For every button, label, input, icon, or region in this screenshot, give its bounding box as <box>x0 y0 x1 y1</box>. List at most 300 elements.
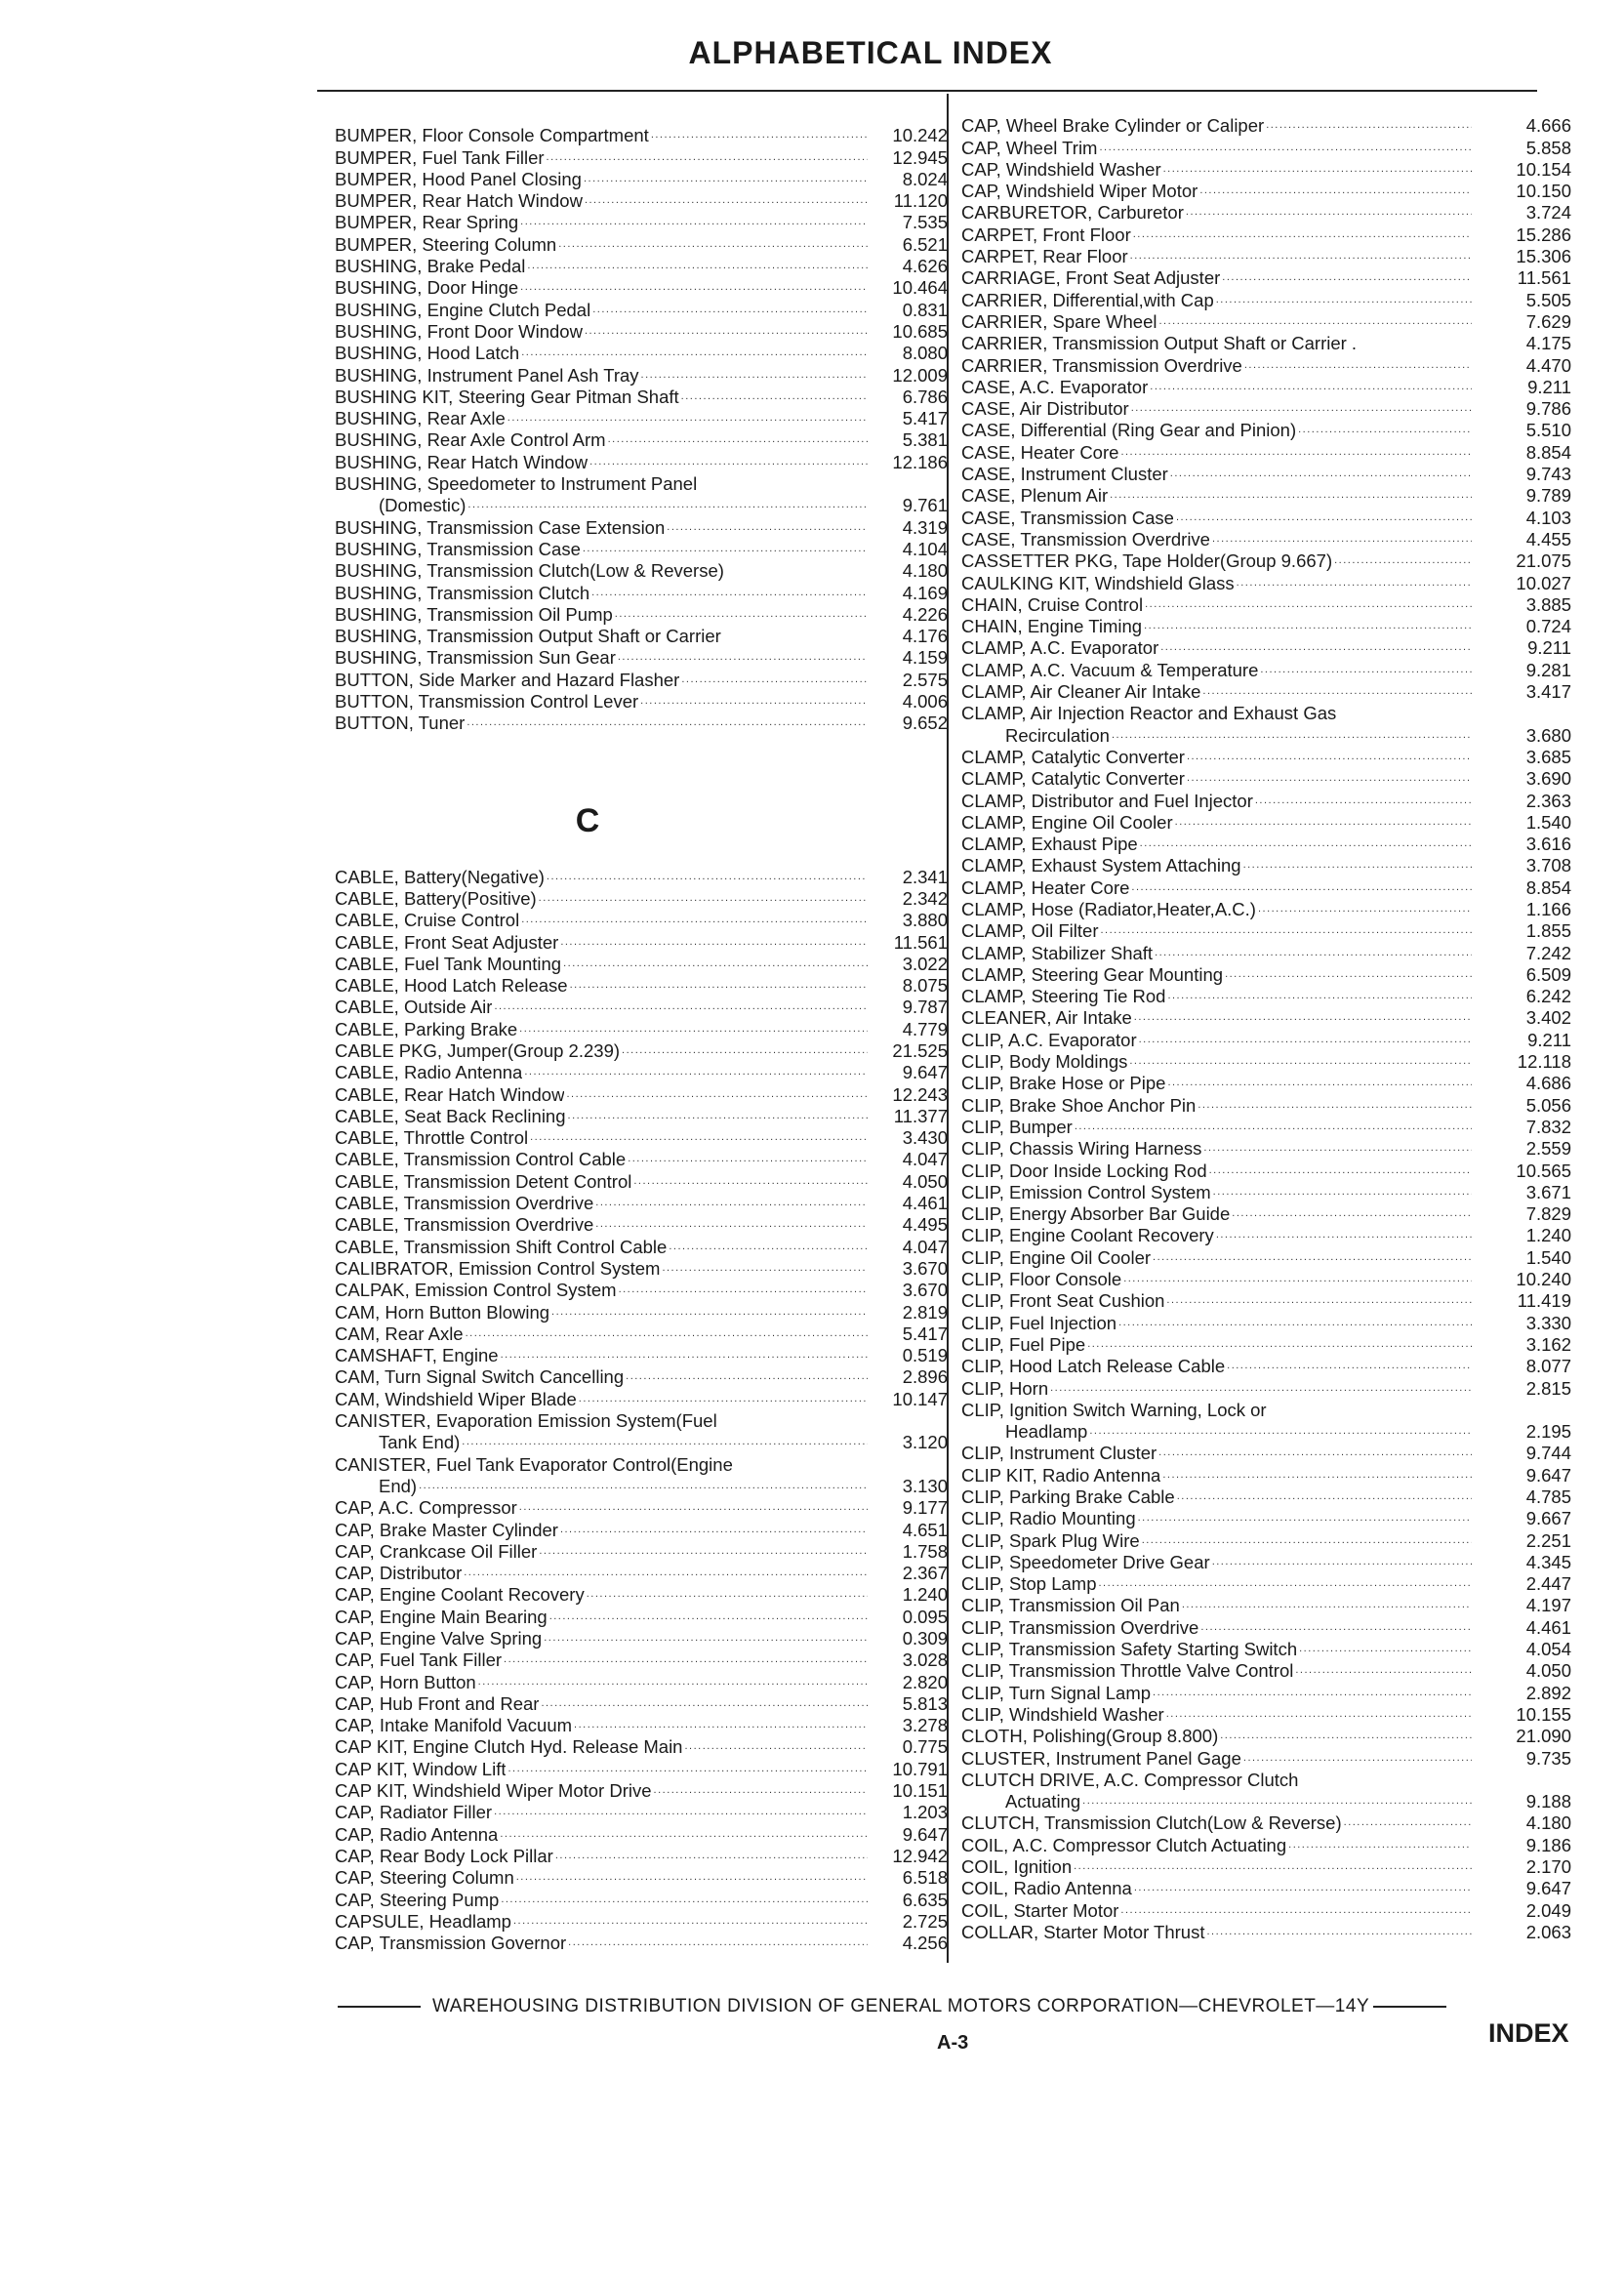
index-entry <box>335 910 948 931</box>
dot-leader <box>1167 986 1472 1007</box>
dot-leader <box>1134 1878 1472 1899</box>
entry-description: CLIP, Emission Control System <box>961 1181 1211 1202</box>
index-entry <box>335 1018 948 1039</box>
entry-page-ref: 1.203 <box>902 1802 948 1823</box>
entry-description: BUSHING, Transmission Clutch(Low & Reverse) <box>335 560 724 582</box>
entry-description: CASE, Plenum Air <box>961 485 1109 507</box>
entry-description: CLIP, Ignition Switch Warning, Lock or <box>961 1399 1267 1420</box>
entry-page-ref: 9.188 <box>1525 1791 1571 1812</box>
entry-page-ref: 7.242 <box>1525 942 1571 963</box>
index-entry <box>961 202 1571 224</box>
dot-leader <box>1082 1791 1472 1812</box>
entry-description: COIL, Ignition <box>961 1856 1073 1878</box>
entry-page-ref: 4.197 <box>1525 1595 1571 1616</box>
entry-page-ref: 12.243 <box>892 1083 948 1105</box>
dot-leader <box>619 1280 868 1301</box>
dot-leader <box>735 1454 868 1476</box>
dot-leader <box>1212 529 1472 550</box>
entry-description: CAP, Wheel Trim <box>961 137 1098 158</box>
entry-description: Actuating <box>1005 1791 1081 1812</box>
index-entry <box>961 920 1571 942</box>
entry-description: CLUTCH, Transmission Clutch(Low & Reverse) <box>961 1812 1342 1834</box>
entry-page-ref: 10.791 <box>892 1758 948 1779</box>
entry-page-ref: 9.786 <box>1525 398 1571 420</box>
dot-leader <box>726 560 868 582</box>
entry-description: CAP, Fuel Tank Filler <box>335 1649 503 1671</box>
section-spacer <box>335 734 948 776</box>
entry-description: CLIP, Transmission Safety Starting Switch <box>961 1639 1298 1660</box>
index-entry <box>961 1356 1571 1377</box>
entry-description: BUSHING, Front Door Window <box>335 320 583 342</box>
index-entry <box>335 429 948 451</box>
index-entry <box>335 1823 948 1845</box>
index-entry <box>335 1606 948 1627</box>
dot-leader <box>560 1520 868 1541</box>
entry-page-ref: 3.028 <box>902 1649 948 1671</box>
entry-description: CARRIER, Transmission Overdrive <box>961 354 1242 376</box>
index-entry <box>335 1628 948 1649</box>
index-entry <box>961 1529 1571 1551</box>
entry-page-ref: 10.565 <box>1516 1160 1571 1181</box>
dot-leader <box>566 1084 868 1106</box>
entry-description: CLIP, Energy Absorber Bar Guide <box>961 1203 1231 1225</box>
entry-page-ref: 2.896 <box>902 1366 948 1388</box>
entry-page-ref: 10.151 <box>892 1780 948 1802</box>
dot-leader <box>1087 1334 1472 1356</box>
entry-page-ref: 0.519 <box>902 1345 948 1366</box>
entry-page-ref: 6.242 <box>1525 986 1571 1007</box>
entry-page-ref: 5.510 <box>1525 420 1571 441</box>
index-entry <box>335 691 948 712</box>
entry-page-ref: 7.832 <box>1525 1116 1571 1137</box>
entry-description: CLIP, Radio Mounting <box>961 1508 1136 1529</box>
entry-page-ref: 11.120 <box>893 190 948 212</box>
entry-page-ref: 8.854 <box>1525 876 1571 898</box>
entry-page-ref: 7.535 <box>902 212 948 233</box>
dot-leader <box>501 1890 868 1911</box>
entry-description: CARRIER, Differential,with Cap <box>961 289 1214 310</box>
index-entry <box>961 441 1571 463</box>
dot-leader <box>1158 1443 1472 1464</box>
entry-description: CAM, Horn Button Blowing <box>335 1301 550 1323</box>
entry-description: CLIP, Speedometer Drive Gear <box>961 1551 1210 1572</box>
dot-leader <box>622 1040 868 1062</box>
index-entry <box>961 115 1571 137</box>
index-entry <box>961 137 1571 158</box>
dot-leader <box>1074 1856 1472 1878</box>
dot-leader <box>1199 181 1472 202</box>
entry-description: CABLE PKG, Jumper(Group 2.239) <box>335 1039 621 1061</box>
dot-leader <box>1089 1421 1472 1443</box>
dot-leader <box>1344 1812 1472 1834</box>
index-entry <box>335 1911 948 1933</box>
index-entry <box>335 1323 948 1345</box>
dot-leader <box>1131 398 1472 420</box>
dot-leader <box>1176 508 1472 529</box>
dot-leader <box>1175 812 1472 834</box>
dot-leader <box>519 1497 868 1519</box>
entry-description: BUMPER, Rear Hatch Window <box>335 190 583 212</box>
dot-leader <box>1144 616 1472 637</box>
index-entry <box>961 1117 1571 1138</box>
entry-page-ref: 12.942 <box>892 1845 948 1866</box>
dot-leader <box>1232 1203 1472 1225</box>
entry-description: CASE, Heater Core <box>961 441 1119 463</box>
index-entry <box>961 1856 1571 1878</box>
dot-leader <box>684 1736 868 1758</box>
index-entry <box>961 1094 1571 1116</box>
entry-description: CLIP, Transmission Oil Pan <box>961 1595 1180 1616</box>
entry-description: CALPAK, Emission Control System <box>335 1280 617 1301</box>
entry-description: BUSHING, Transmission Sun Gear <box>335 647 616 669</box>
entry-page-ref: 1.166 <box>1525 898 1571 919</box>
entry-description: CASE, Transmission Case <box>961 507 1174 528</box>
entry-description: CLIP, Front Seat Cushion <box>961 1290 1165 1312</box>
dot-leader <box>1237 573 1472 594</box>
entry-page-ref: 3.671 <box>1525 1181 1571 1202</box>
entry-page-ref: 5.417 <box>902 1323 948 1344</box>
index-entry <box>335 1193 948 1214</box>
entry-description: CLAMP, Air Injection Reactor and Exhaust Gas <box>961 703 1337 724</box>
entry-description: CAMSHAFT, Engine <box>335 1345 499 1366</box>
entry-page-ref: 4.176 <box>902 626 948 647</box>
entry-page-ref: 1.855 <box>1525 920 1571 942</box>
index-entry <box>961 1400 1571 1421</box>
dot-leader <box>478 1672 868 1693</box>
entry-page-ref: 4.047 <box>902 1236 948 1257</box>
entry-page-ref: 10.242 <box>892 125 948 146</box>
entry-description: Tank End) <box>379 1432 461 1453</box>
entry-description: CLIP, Engine Coolant Recovery <box>961 1225 1214 1246</box>
entry-page-ref: 3.278 <box>902 1715 948 1736</box>
entry-page-ref: 8.024 <box>902 168 948 189</box>
dot-leader <box>608 429 868 451</box>
entry-page-ref: 9.177 <box>902 1497 948 1519</box>
section-label: INDEX <box>1488 2018 1569 2048</box>
index-entry <box>961 1704 1571 1726</box>
entry-page-ref: 4.050 <box>1525 1660 1571 1682</box>
index-entry <box>961 768 1571 790</box>
dot-leader <box>1222 267 1472 289</box>
entry-description: CLAMP, Stabilizer Shaft <box>961 942 1154 963</box>
entry-page-ref: 4.159 <box>902 647 948 669</box>
index-entry <box>335 1889 948 1910</box>
entry-page-ref: 12.118 <box>1517 1051 1571 1073</box>
dot-leader <box>1177 1486 1472 1508</box>
entry-page-ref: 10.240 <box>1516 1269 1571 1290</box>
entry-description: CLAMP, Oil Filter <box>961 920 1099 942</box>
index-entry <box>961 1770 1571 1791</box>
entry-page-ref: 5.813 <box>902 1692 948 1714</box>
index-entry <box>961 1616 1571 1638</box>
entry-page-ref: 4.047 <box>902 1149 948 1170</box>
entry-description: BUSHING, Rear Axle <box>335 408 506 429</box>
index-entry <box>335 1062 948 1083</box>
entry-page-ref: 4.495 <box>902 1214 948 1236</box>
entry-page-ref: 9.186 <box>1525 1834 1571 1855</box>
index-entry <box>961 703 1571 724</box>
entry-page-ref: 4.461 <box>1525 1616 1571 1638</box>
entry-page-ref: 3.130 <box>902 1475 948 1496</box>
dot-leader <box>681 387 868 408</box>
entry-description: BUSHING KIT, Steering Gear Pitman Shaft <box>335 386 679 407</box>
entry-page-ref: 4.226 <box>902 603 948 625</box>
dot-leader <box>699 473 868 495</box>
dot-leader <box>587 1584 868 1606</box>
index-entry <box>335 604 948 626</box>
index-entry <box>335 626 948 647</box>
entry-description: CLIP, Brake Shoe Anchor Pin <box>961 1094 1197 1116</box>
dot-leader <box>1110 485 1472 507</box>
dot-leader <box>719 1410 868 1432</box>
entry-description: CARPET, Front Floor <box>961 224 1131 245</box>
index-entry <box>335 1758 948 1779</box>
entry-description: CLIP, Transmission Throttle Valve Control <box>961 1660 1294 1682</box>
dot-leader <box>1227 1356 1472 1377</box>
dot-leader <box>521 910 868 931</box>
index-entry <box>335 146 948 168</box>
entry-description: CLOTH, Polishing(Group 8.800) <box>961 1726 1219 1747</box>
entry-page-ref: 9.652 <box>902 712 948 734</box>
entry-description: CLIP, Transmission Overdrive <box>961 1616 1199 1638</box>
entry-description: BUMPER, Hood Panel Closing <box>335 168 582 189</box>
dot-leader <box>1131 877 1472 899</box>
entry-description: CABLE, Parking Brake <box>335 1018 518 1039</box>
index-entry <box>335 997 948 1018</box>
dot-leader <box>1101 920 1473 942</box>
entry-page-ref: 5.505 <box>1525 289 1571 310</box>
entry-page-ref: 10.027 <box>1516 572 1571 593</box>
entry-page-ref: 9.211 <box>1527 1029 1571 1050</box>
dot-leader <box>1112 725 1472 747</box>
index-entry <box>335 954 948 975</box>
entry-description: CARBURETOR, Carburetor <box>961 202 1184 224</box>
dot-leader <box>464 1563 868 1584</box>
entry-page-ref: 11.377 <box>893 1105 948 1126</box>
dot-leader <box>615 604 868 626</box>
dot-leader <box>1145 594 1472 616</box>
dot-leader <box>654 1780 868 1802</box>
entry-page-ref: 1.540 <box>1525 811 1571 833</box>
dot-leader <box>520 212 868 233</box>
index-entry <box>961 1791 1571 1812</box>
entry-description: CABLE, Seat Back Reclining <box>335 1105 566 1126</box>
index-entry <box>961 1899 1571 1921</box>
entry-description: CAP, Radio Antenna <box>335 1823 499 1845</box>
entry-description: BUSHING, Brake Pedal <box>335 256 526 277</box>
entry-page-ref: 2.819 <box>902 1301 948 1323</box>
page-number: A-3 <box>937 2032 969 2054</box>
entry-page-ref: 3.120 <box>902 1432 948 1453</box>
index-entry <box>961 464 1571 485</box>
dot-leader <box>541 1693 868 1715</box>
entry-description: CLIP, Fuel Injection <box>961 1312 1117 1333</box>
index-entry <box>961 1421 1571 1443</box>
entry-description: CLAMP, Catalytic Converter <box>961 768 1185 790</box>
dot-leader <box>633 1171 868 1193</box>
entry-page-ref: 2.341 <box>902 866 948 887</box>
page-title: ALPHABETICAL INDEX <box>688 35 1053 70</box>
index-entry <box>961 616 1571 637</box>
entry-description: CLAMP, Exhaust System Attaching <box>961 855 1241 876</box>
entry-description: CLIP, Windshield Washer <box>961 1703 1164 1725</box>
index-entry <box>961 1138 1571 1160</box>
index-entry <box>335 1214 948 1236</box>
entry-description: CASE, Transmission Overdrive <box>961 528 1210 550</box>
entry-page-ref: 1.758 <box>902 1540 948 1562</box>
index-entry <box>961 1203 1571 1225</box>
entry-description: BUSHING, Engine Clutch Pedal <box>335 299 591 320</box>
dot-leader <box>1203 1138 1472 1160</box>
entry-description: BUTTON, Transmission Control Lever <box>335 691 639 712</box>
entry-description: CARPET, Rear Floor <box>961 246 1128 267</box>
entry-description: CLIP, Floor Console <box>961 1269 1122 1290</box>
entry-page-ref: 2.342 <box>902 887 948 909</box>
dot-leader <box>530 1127 868 1149</box>
index-entry <box>961 1029 1571 1050</box>
entry-page-ref: 6.521 <box>902 233 948 255</box>
entry-description: CAM, Windshield Wiper Blade <box>335 1388 577 1409</box>
index-entry <box>961 507 1571 528</box>
index-entry <box>961 550 1571 572</box>
entry-page-ref: 0.309 <box>902 1628 948 1649</box>
index-entry <box>335 669 948 690</box>
index-entry <box>335 1453 948 1475</box>
dot-leader <box>1138 1508 1472 1529</box>
dot-leader <box>1299 1639 1472 1660</box>
entry-description: CLEANER, Air Intake <box>961 1007 1132 1029</box>
index-entry <box>961 659 1571 680</box>
entry-page-ref: 4.666 <box>1525 115 1571 137</box>
entry-description: CABLE, Outside Air <box>335 997 493 1018</box>
entry-description: CAP, Steering Column <box>335 1867 514 1889</box>
dot-leader <box>1359 333 1472 354</box>
entry-page-ref: 4.455 <box>1525 528 1571 550</box>
dot-leader <box>618 647 868 669</box>
index-entry <box>335 1345 948 1366</box>
dot-leader <box>723 626 868 647</box>
dot-leader <box>1216 1225 1472 1246</box>
dot-leader <box>641 365 868 387</box>
index-entry <box>961 986 1571 1007</box>
entry-page-ref: 4.319 <box>902 516 948 538</box>
dot-leader <box>1269 1400 1472 1421</box>
index-entry <box>961 1573 1571 1595</box>
index-entry <box>335 473 948 495</box>
dot-leader <box>508 1759 868 1780</box>
index-entry <box>961 1682 1571 1703</box>
entry-page-ref: 9.647 <box>1525 1878 1571 1899</box>
index-entry <box>335 1715 948 1736</box>
index-entry <box>335 1301 948 1323</box>
dot-leader <box>595 1214 868 1236</box>
dot-leader <box>1140 834 1472 855</box>
dot-leader <box>592 300 868 321</box>
dot-leader <box>1225 964 1472 986</box>
entry-description: BUSHING, Rear Axle Control Arm <box>335 429 606 451</box>
entry-description: CLIP, Spark Plug Wire <box>961 1529 1140 1551</box>
dot-leader <box>547 147 868 169</box>
entry-description: CAP, Hub Front and Rear <box>335 1692 540 1714</box>
index-entry <box>335 1127 948 1149</box>
dot-leader <box>1187 768 1472 790</box>
index-entry <box>961 1486 1571 1508</box>
entry-description: CABLE, Transmission Overdrive <box>335 1214 594 1236</box>
entry-description: CLAMP, Air Cleaner Air Intake <box>961 681 1201 703</box>
entry-description: CLAMP, Hose (Radiator,Heater,A.C.) <box>961 898 1256 919</box>
entry-description: CLIP, Bumper <box>961 1116 1073 1137</box>
entry-description: CLIP, Chassis Wiring Harness <box>961 1138 1202 1160</box>
dot-leader <box>1160 637 1472 659</box>
entry-description: CAP, Brake Master Cylinder <box>335 1519 558 1540</box>
dot-leader <box>1075 1117 1472 1138</box>
dot-leader <box>1129 1051 1472 1073</box>
entry-page-ref: 11.419 <box>1517 1290 1571 1312</box>
dot-leader <box>1243 855 1472 876</box>
dot-leader <box>1133 224 1472 246</box>
dot-leader <box>1243 1748 1472 1770</box>
dot-leader <box>1258 899 1472 920</box>
entry-description: CLAMP, A.C. Vacuum & Temperature <box>961 659 1259 680</box>
dot-leader <box>1186 202 1472 224</box>
index-entry <box>961 354 1571 376</box>
index-entry <box>335 560 948 582</box>
entry-page-ref: 2.170 <box>1525 1856 1571 1878</box>
entry-description: CASE, Air Distributor <box>961 398 1129 420</box>
index-entry <box>335 495 948 516</box>
dot-leader <box>549 1607 868 1628</box>
entry-page-ref: 6.509 <box>1525 963 1571 985</box>
index-entry <box>335 408 948 429</box>
entry-page-ref: 0.724 <box>1525 616 1571 637</box>
entry-page-ref: 3.880 <box>902 910 948 931</box>
dot-leader <box>1260 660 1472 681</box>
dot-leader <box>1123 1269 1472 1290</box>
dot-leader <box>1182 1595 1472 1616</box>
entry-page-ref: 5.417 <box>902 408 948 429</box>
entry-page-ref: 10.154 <box>1516 158 1571 180</box>
entry-description: BUSHING, Door Hinge <box>335 277 519 299</box>
entry-description: CABLE, Battery(Positive) <box>335 887 537 909</box>
entry-page-ref: 5.056 <box>1525 1094 1571 1116</box>
index-entry <box>961 681 1571 703</box>
left-column <box>335 125 948 1954</box>
dot-leader <box>667 517 868 539</box>
entry-page-ref: 0.831 <box>902 299 948 320</box>
entry-page-ref: 8.854 <box>1525 441 1571 463</box>
entry-page-ref: 9.787 <box>902 997 948 1018</box>
entry-page-ref: 3.670 <box>902 1280 948 1301</box>
dot-leader <box>494 997 868 1018</box>
index-entry <box>335 1693 948 1715</box>
entry-description: CAP, Windshield Washer <box>961 158 1161 180</box>
entry-page-ref: 3.670 <box>902 1257 948 1279</box>
footer <box>338 1996 1567 2017</box>
entry-page-ref: 2.363 <box>1525 790 1571 811</box>
entry-description: COLLAR, Starter Motor Thrust <box>961 1921 1205 1942</box>
footer-rule-left <box>338 2006 421 2008</box>
dot-leader <box>568 1933 868 1954</box>
entry-description: CAP, Engine Coolant Recovery <box>335 1584 585 1606</box>
entry-description: CLAMP, A.C. Evaporator <box>961 637 1159 659</box>
index-entry <box>961 1834 1571 1855</box>
entry-page-ref: 4.785 <box>1525 1486 1571 1507</box>
dot-leader <box>1295 1660 1472 1682</box>
index-entry <box>961 420 1571 441</box>
entry-description: CLAMP, Catalytic Converter <box>961 746 1185 767</box>
index-entry <box>961 159 1571 181</box>
index-entry <box>335 233 948 255</box>
